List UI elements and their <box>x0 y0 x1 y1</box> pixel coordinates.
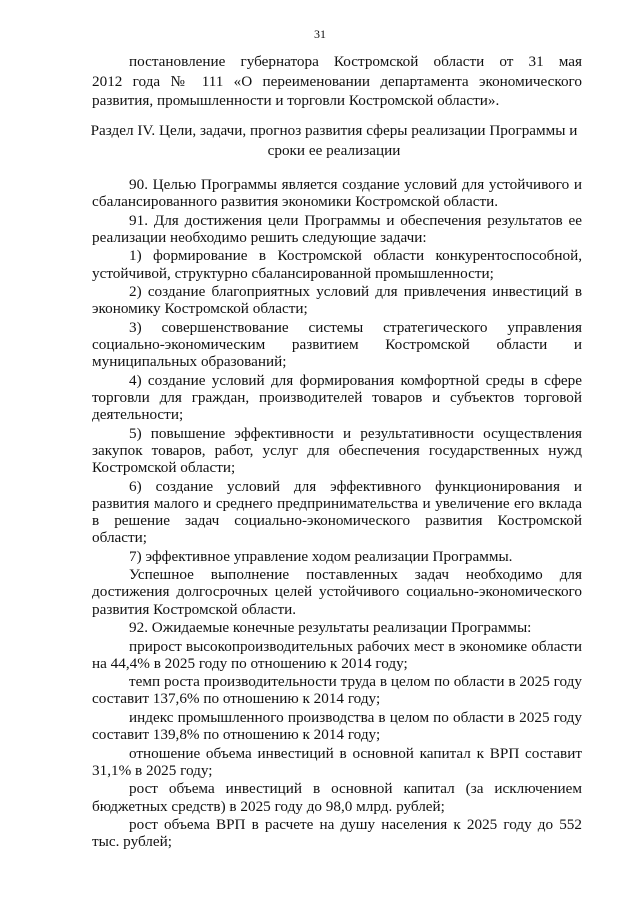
paragraph-91: 91. Для достижения цели Программы и обеспечения результатов ее реализации необходимо решить следующие задачи: <box>92 211 582 246</box>
section-heading-line-1: Раздел IV. Цели, задачи, прогноз развития сферы реализации Программы и <box>90 122 578 139</box>
task-4: 4) создание условий для формирования комфортной среды в сфере торговли для граждан, производителей товаров и субъектов торговой деятельности; <box>92 371 582 424</box>
result-investment-growth: рост объема инвестиций в основной капитал (за исключением бюджетных средств) в 2025 году до 98,0 млрд. рублей; <box>92 780 582 815</box>
paragraph-92: 92. Ожидаемые конечные результаты реализации Программы: <box>129 619 532 637</box>
page-number: 31 <box>314 27 326 41</box>
task-3: 3) совершенствование системы стратегического управления социально-экономическим развитием Костромской области и муниципальных образований; <box>92 318 582 371</box>
result-grp-per-capita: рост объема ВРП в расчете на душу населения к 2025 году до 552 тыс. рублей; <box>92 816 582 851</box>
section-heading <box>86 121 582 160</box>
intro-line-1: постановление губернатора Костромской области от 31 мая <box>129 53 582 70</box>
paragraph-90: 90. Целью Программы является создание условий для устойчивого и сбалансированного развития экономики Костромской области. <box>92 176 582 211</box>
result-productivity: темп роста производительности труда в целом по области в 2025 году составит 137,6% по отношению к 2014 году; <box>92 673 582 708</box>
task-7: 7) эффективное управление ходом реализации Программы. <box>129 547 513 565</box>
result-jobs: прирост высокопроизводительных рабочих мест в экономике области на 44,4% в 2025 году по отношению к 2014 году; <box>92 637 582 672</box>
body-text <box>92 176 582 852</box>
success-paragraph: Успешное выполнение поставленных задач необходимо для достижения долгосрочных целей устойчивого социально-экономического развития Костромской области. <box>92 566 582 618</box>
task-1: 1) формирование в Костромской области конкурентоспособной, устойчивой, структурно сбалансированной промышленности; <box>92 247 582 282</box>
intro-paragraph <box>92 52 582 111</box>
intro-line-rest: 2012 года № 111 «О переименовании департамента экономического развития, промышленности и торговли Костромской области». <box>92 72 582 109</box>
task-6: 6) создание условий для эффективного функционирования и развития малого и среднего предпринимательства и увеличение его вклада в решение задач социально-экономического развития Костромской области; <box>92 477 582 547</box>
task-2: 2) создание благоприятных условий для привлечения инвестиций в экономику Костромской области; <box>92 283 582 318</box>
result-investment-ratio: отношение объема инвестиций в основной капитал к ВРП составит 31,1% в 2025 году; <box>92 744 582 779</box>
task-5: 5) повышение эффективности и результативности осуществления закупок товаров, работ, услуг для обеспечения государственных нужд Костромской области; <box>92 424 582 477</box>
section-heading-line-2: сроки ее реализации <box>267 141 401 159</box>
result-industrial-index: индекс промышленного производства в целом по области в 2025 году составит 139,8% по отношению к 2014 году; <box>92 708 582 744</box>
